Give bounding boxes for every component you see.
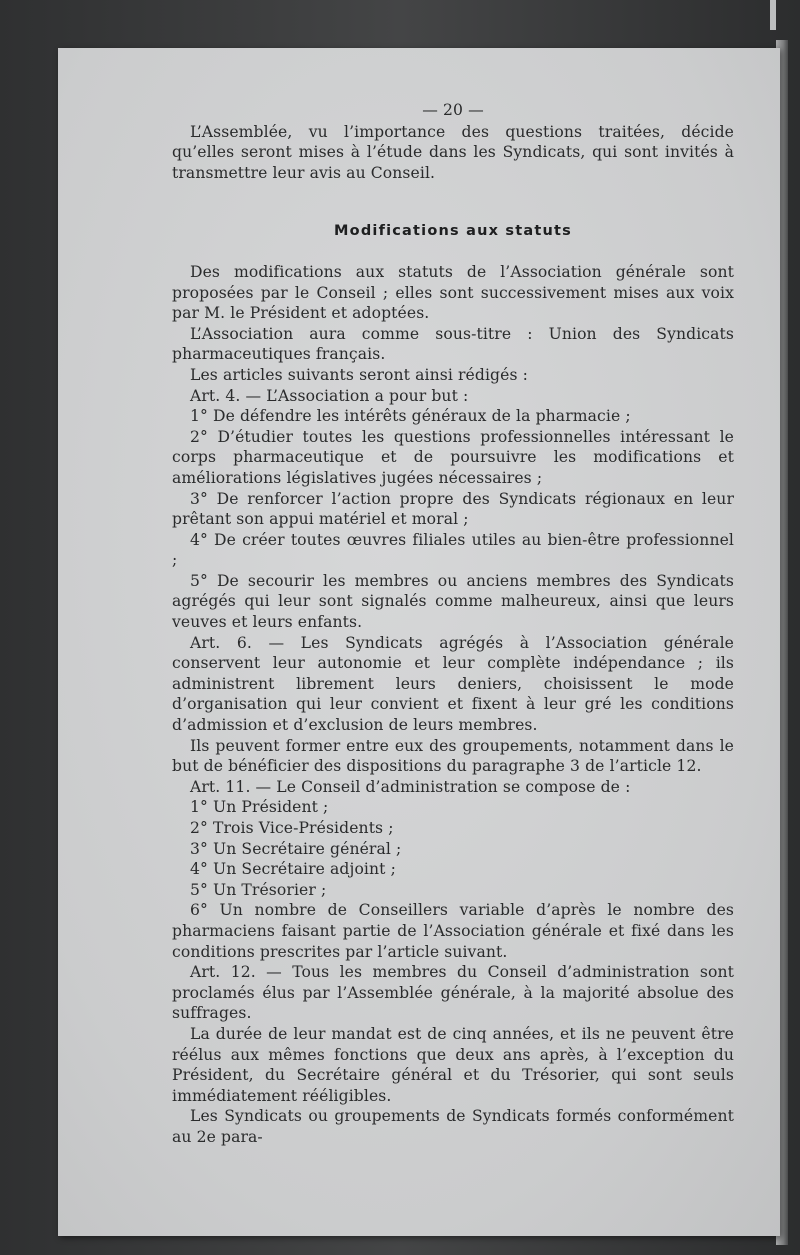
paragraph: Des modifications aux statuts de l’Association générale sont proposées par le Conseil ; elles sont successivement mises aux voix par M. le Président et adoptées. — [172, 262, 734, 323]
paragraph-intro: L’Assemblée, vu l’importance des questions traitées, décide qu’elles seront mises à l’étude dans les Syndicats, qui sont invités à transmettre leur avis au Conseil. — [172, 122, 734, 182]
list-item: 4° De créer toutes œuvres filiales utiles au bien-être professionnel ; — [172, 530, 734, 570]
list-item: 2° D’étudier toutes les questions professionnelles intéressant le corps pharmaceutique et de poursuivre les modifications et améliorations législatives jugées nécessaires ; — [172, 427, 734, 487]
list-item: 5° Un Trésorier ; — [190, 880, 327, 899]
article-12: Art. 12. — Tous les membres du Conseil d’administration sont proclamés élus par l’Assemblée générale, à la majorité absolue des suffrages. — [172, 963, 734, 1023]
list-item: 2° Trois Vice-Présidents ; — [190, 819, 394, 837]
paragraph: Les articles suivants seront ainsi rédigés : — [190, 365, 528, 384]
article-4-heading: Art. 4. — L’Association a pour but : — [190, 386, 469, 405]
scan-tab-marker — [770, 0, 776, 30]
list-item: 3° De renforcer l’action propre des Syndicats régionaux en leur prêtant son appui matériel et moral ; — [172, 489, 734, 529]
article-11-heading: Art. 11. — Le Conseil d’administration se compose de : — [190, 777, 631, 796]
list-item: 4° Un Secrétaire adjoint ; — [190, 860, 396, 879]
list-item: 6° Un nombre de Conseillers variable d’après le nombre des pharmaciens faisant partie de l’Association générale et fixé dans les conditions prescrites par l’article suivant. — [172, 901, 734, 961]
list-item: 1° Un Président ; — [190, 798, 329, 817]
list-item: 5° De secourir les membres ou anciens membres des Syndicats agrégés qui leur sont signalés comme malheureux, ainsi que leurs veuves et leurs enfants. — [172, 571, 734, 632]
paragraph: Ils peuvent former entre eux des groupements, notamment dans le but de bénéficier des dispositions du paragraphe 3 de l’article 12. — [172, 736, 734, 776]
list-item: 1° De défendre les intérêts généraux de la pharmacie ; — [190, 407, 631, 426]
article-6: Art. 6. — Les Syndicats agrégés à l’Association générale conservent leur autonomie et leur complète indépendance ; ils administrent librement leurs deniers, choisissent le mode d’organisation qui leur convient et fixent à leur gré les conditions d’admission et d’exclusion de leurs membres. — [172, 633, 734, 735]
page-text — [172, 100, 734, 1148]
paragraph: Les Syndicats ou groupements de Syndicats formés conformément au 2e para- — [172, 1107, 734, 1146]
paragraph: L’Association aura comme sous-titre : Union des Syndicats pharmaceutiques français. — [172, 324, 734, 364]
paragraph: La durée de leur mandat est de cinq années, et ils ne peuvent être réélus aux mêmes fonctions que deux ans après, à l’exception du Président, du Secrétaire général et du Trésorier, qui sont seuls immédiatement rééligibles. — [172, 1024, 734, 1105]
page-number: — 20 — — [422, 101, 484, 119]
section-title: Modifications aux statuts — [334, 223, 572, 240]
list-item: 3° Un Secrétaire général ; — [190, 839, 402, 858]
